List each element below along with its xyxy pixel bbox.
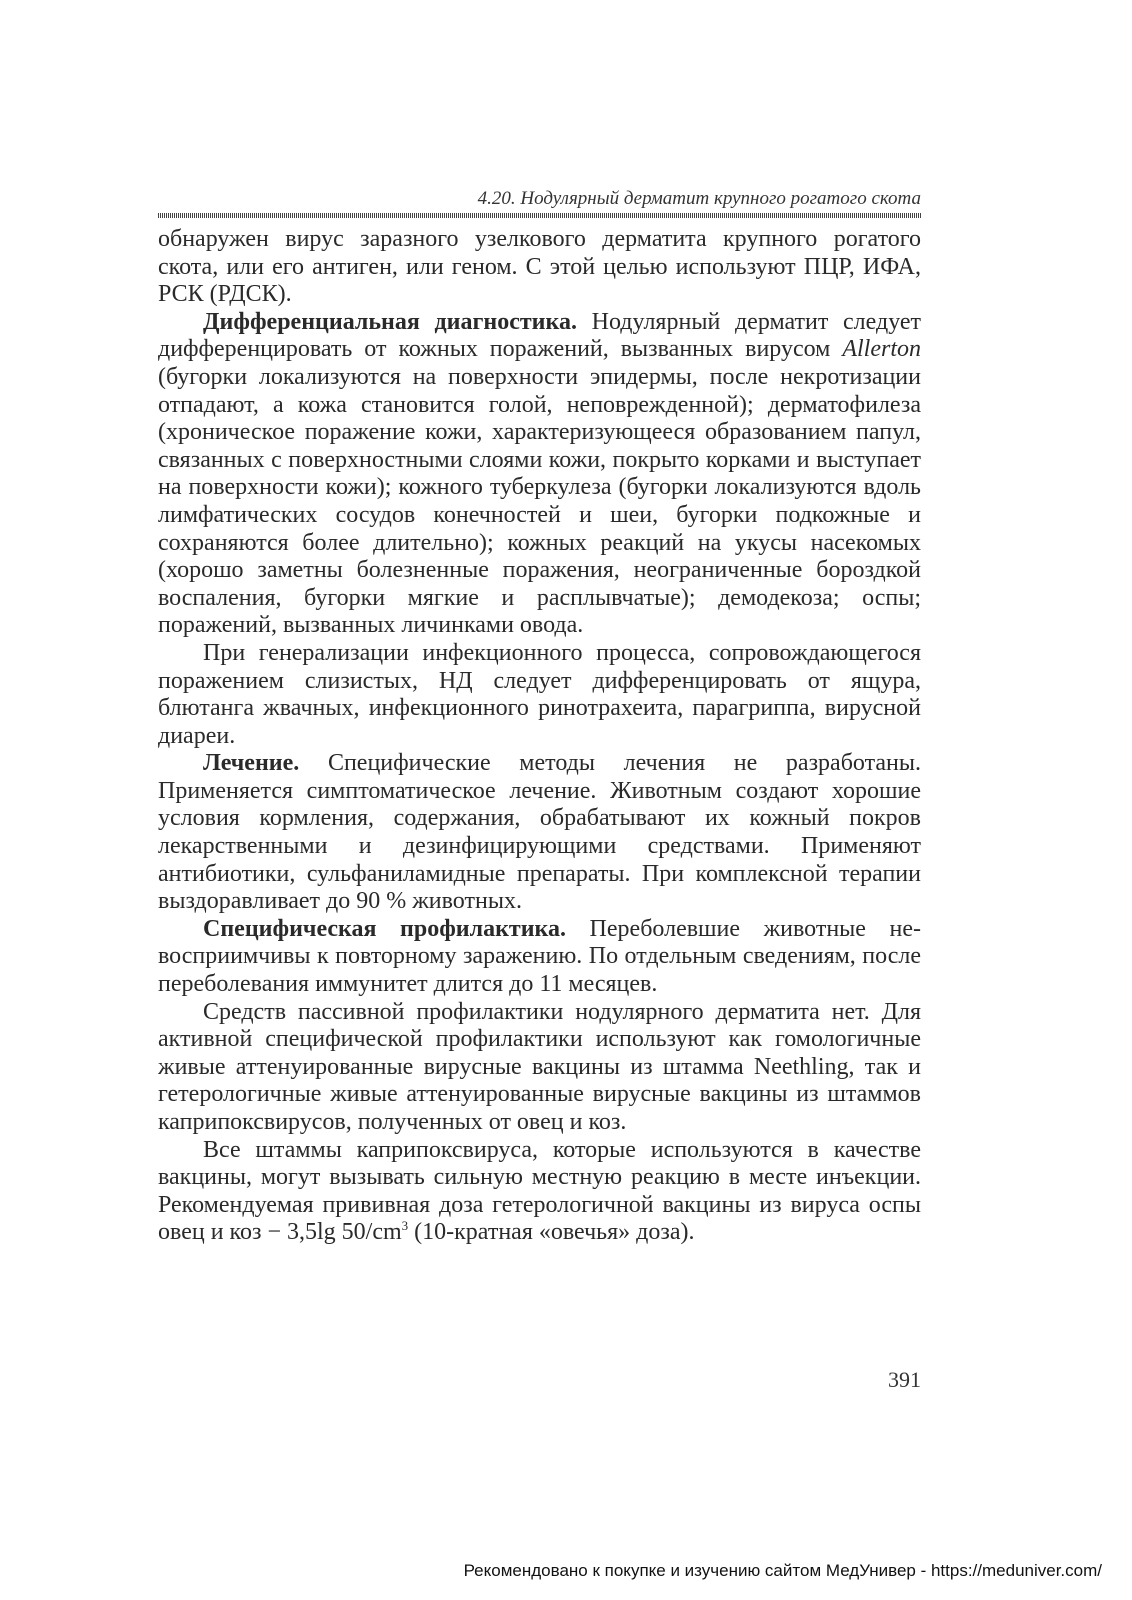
paragraph-vaccine-dose: [158, 1137, 921, 1247]
section-heading: Лечение.: [203, 750, 300, 777]
paragraph-text: Специфические методы лечения не разработаны. Применяется симптоматическое лечение. Животным создают хорошие условия кормления, содержания, обрабатывают их кожный покров лекарственными и дезинфицирующими средствами. Применяют антибиотики, сульфаниламидные препараты. При комплексной терапии выздоравливает до 90 % животных.: [158, 750, 921, 915]
paragraph-text: Переболевшие животные невосприимчивы к повторному заражению. По отдельным сведениям, после переболевания иммунитет длится до 11 месяцев.: [158, 915, 921, 998]
paragraph-vaccines: [158, 999, 921, 1137]
paragraph-treatment: [158, 750, 921, 916]
header-rule: [158, 213, 921, 218]
paragraph-differential-diagnosis: [158, 309, 921, 640]
section-heading: Специфическая профилактика.: [203, 915, 567, 942]
footer-recommendation[interactable]: [464, 1561, 1102, 1581]
paragraph-generalization: [158, 640, 921, 750]
page-number: 391: [888, 1367, 921, 1392]
paragraph-prophylaxis: [158, 916, 921, 999]
paragraph-text: Средств пассивной профилактики нодулярного дерматита нет. Для активной специфической профилактики используют как гомологичные живые аттенуированные вирусные вакцины из штамма Neethling, так и гетерологичные живые аттенуированные вирусные вакцины из штаммов каприпоксвирусов, полученных от овец и коз.: [158, 998, 921, 1135]
superscript: 3: [401, 1218, 409, 1234]
paragraph-text: обнаружен вирус заразного узелкового дерматита крупного рогатого скота, или его антиген, или геном. С этой целью используют ПЦР, ИФА, РСК (РДСК).: [158, 226, 921, 308]
paragraph-continuation: [158, 226, 921, 309]
paragraph-text: При генерализации инфекционного процесса, сопровождающегося поражением слизистых, НД следует дифференцировать от ящура, блютанга жвачных, инфекционного ринотрахеита, парагриппа, вирусной диареи.: [158, 639, 921, 749]
section-heading: Дифференциальная диагностика.: [203, 308, 577, 335]
body-text: [158, 226, 921, 1247]
footer-link[interactable]: Рекомендовано к покупке и изучению сайтом МедУнивер - https://meduniver.com/: [463, 1561, 1102, 1580]
running-head: 4.20. Нодулярный дерматит крупного рогатого скота: [477, 188, 921, 209]
paragraph-text: (бугорки локализуются на поверхности эпидермы, после некротизации отпадают, а кожа становится голой, неповрежденной); дерматофилеза (хроническое поражение кожи, характеризующееся образованием папул, связанных с поверхностными слоями кожи, покрыто корками и выступает на поверхности кожи); кожного туберкулеза (бугорки локализуются вдоль лимфатических сосудов конечностей и шеи, бугорки подкожные и сохраняются более длительно); кожных реакций на укусы насекомых (хорошо заметны болезненные поражения, неограниченные бороздкой воспаления, бугорки мягкие и расплывчатые); демодекоза; оспы; поражений, вызванных личинками овода.: [158, 363, 921, 639]
paragraph-text: Нодулярный дерматит следует дифференцировать от кожных поражений, вызванных вирусом: [158, 308, 922, 363]
virus-name: Allerton: [842, 336, 921, 363]
paragraph-text: (10-кратная «овечья» доза).: [408, 1219, 695, 1246]
paragraph-text: Все штаммы каприпоксвируса, которые используются в качестве вакцины, могут вызывать сильную местную реакцию в месте инъекции. Рекомендуемая прививная доза гетерологичной вакцины из вируса оспы овец и коз − 3,5lg 50/cm: [158, 1136, 921, 1246]
